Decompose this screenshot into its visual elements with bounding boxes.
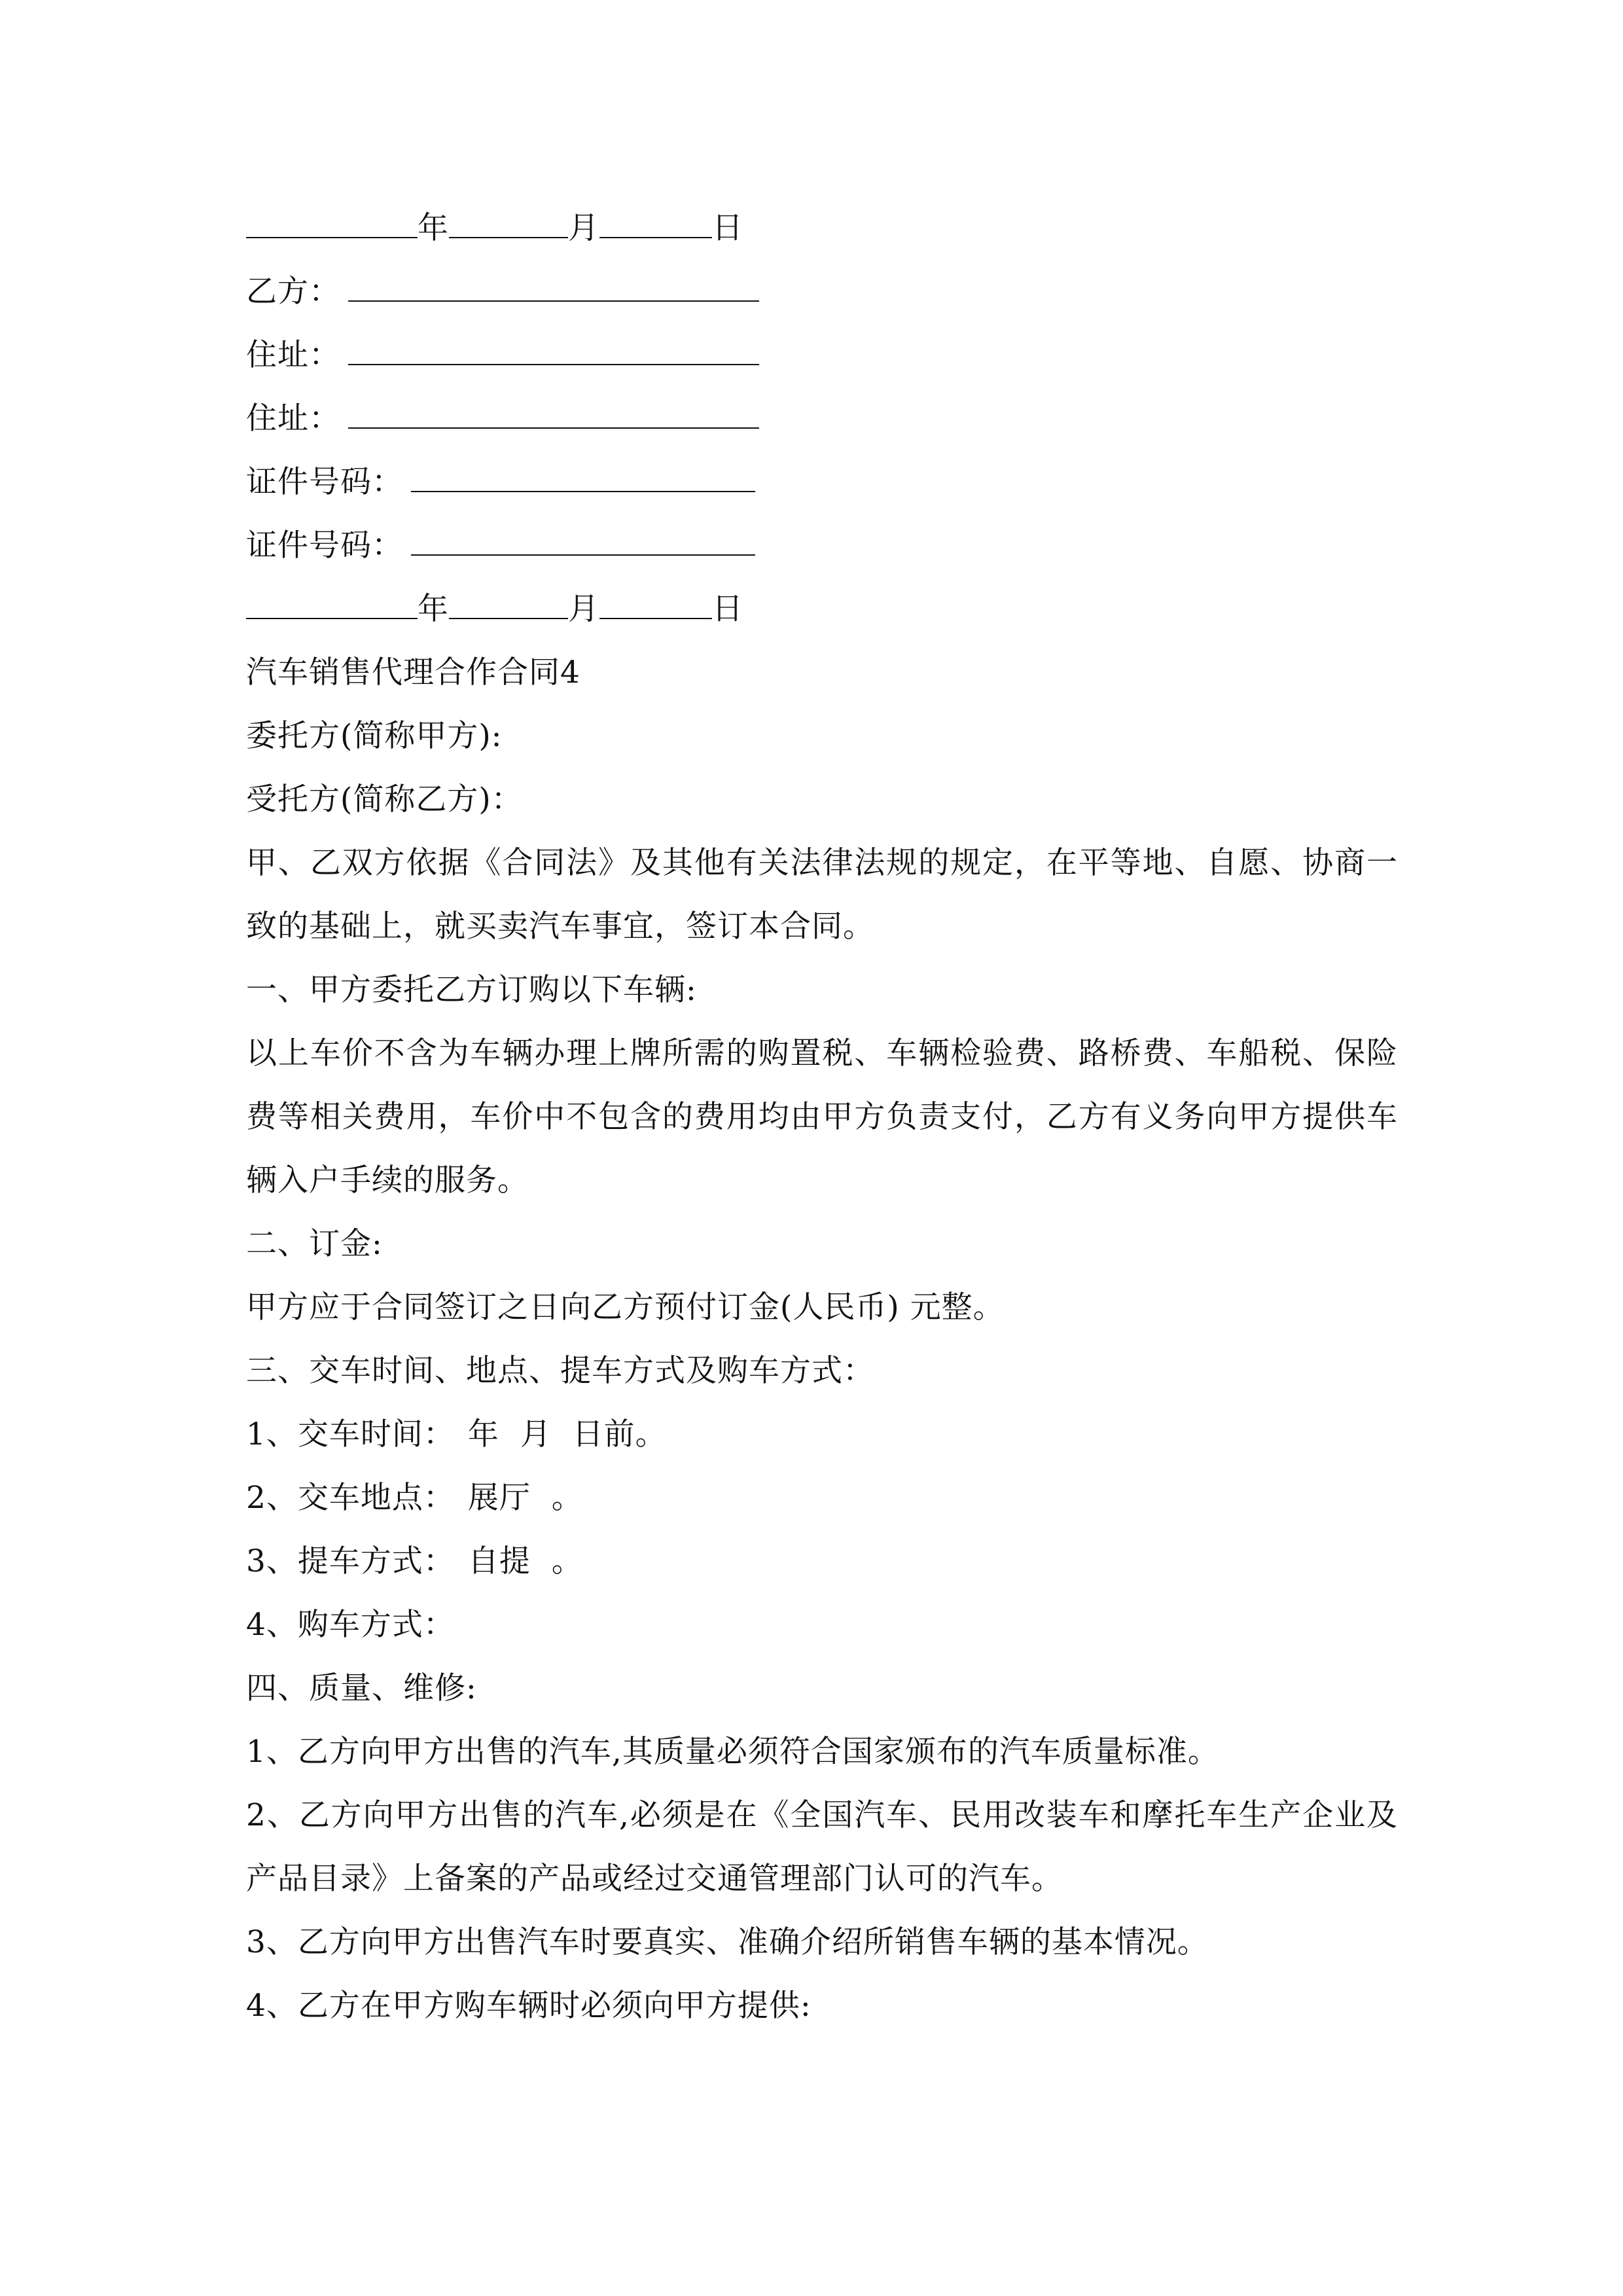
day-label-1: 日 [712,210,743,246]
section-4-item-1: 1、乙方向甲方出售的汽车,其质量必须符合国家颁布的汽车质量标准。 [246,1734,1219,1770]
date-line-2 [246,577,1398,641]
id-line-1 [246,450,1398,514]
year-label-2: 年 [418,591,449,627]
address-blank-1 [348,330,759,365]
entrusted-party: 受托方(简称乙方)： [246,781,523,817]
section-2-heading: 二、订金: [246,1226,383,1262]
section-3-item-2 [246,1466,1398,1530]
address-blank-2 [348,393,759,429]
address-line-2 [246,387,1398,450]
section-4-item-3: 3、乙方向甲方出售汽车时要真实、准确介绍所销售车辆的基本情况。 [246,1924,1209,1960]
day-blank-1 [599,203,712,238]
party-b-line [246,260,1398,323]
delivery-time-label: 1、交车时间： [246,1416,455,1452]
date-line-1 [246,196,1398,260]
section-1-heading: 一、甲方委托乙方订购以下车辆: [246,972,697,1008]
day-blank-2 [599,584,712,619]
month-blank-2 [449,584,568,619]
day-label-2: 日 [712,591,743,627]
document-page [246,196,1398,2037]
entrusting-party: 委托方(简称甲方): [246,718,503,754]
section-4-item-4: 4、乙方在甲方购车辆时必须向甲方提供: [246,1988,812,2024]
pickup-method-label: 3、提车方式： [246,1543,455,1579]
contract-title: 汽车销售代理合作合同4 [246,655,580,691]
pickup-method-value: 自提 。 [467,1543,583,1579]
party-b-label: 乙方： [246,274,340,310]
year-blank-2 [246,584,418,619]
purchase-method-label: 4、购车方式： [246,1607,455,1643]
id-line-2 [246,514,1398,577]
year-blank-1 [246,203,418,238]
section-3-item-3 [246,1530,1398,1593]
month-blank-1 [449,203,568,238]
section-3-heading: 三、交车时间、地点、提车方式及购车方式： [246,1353,874,1389]
id-label-1: 证件号码： [246,464,403,500]
address-label-1: 住址： [246,337,340,373]
id-blank-2 [411,520,755,556]
month-label-2: 月 [568,591,599,627]
section-3-item-1 [246,1403,1398,1466]
section-1-paragraph: 以上车价不含为车辆办理上牌所需的购置税、车辆检验费、路桥费、车船税、保险费等相关费用，车价中不包含的费用均由甲方负责支付，乙方有义务向甲方提供车辆入户手续的服务。 [246,1035,1398,1198]
id-label-2: 证件号码： [246,528,403,564]
address-label-2: 住址： [246,401,340,437]
delivery-place-value: 展厅 。 [467,1480,583,1516]
section-4-heading: 四、质量、维修: [246,1670,477,1706]
id-blank-1 [411,457,755,492]
delivery-place-label: 2、交车地点： [246,1480,455,1516]
delivery-time-value: 年 月 日前。 [467,1416,667,1452]
section-3-item-4 [246,1593,1398,1657]
party-b-blank [348,266,759,302]
intro-paragraph: 甲、乙双方依据《合同法》及其他有关法律法规的规定，在平等地、自愿、协商一致的基础上，就买卖汽车事宜，签订本合同。 [246,845,1398,944]
section-4-item-2: 2、乙方向甲方出售的汽车,必须是在《全国汽车、民用改装车和摩托车生产企业及产品目录》上备案的产品或经过交通管理部门认可的汽车。 [246,1797,1398,1897]
year-label-1: 年 [418,210,449,246]
section-2-text: 甲方应于合同签订之日向乙方预付订金(人民币) 元整。 [246,1289,1005,1325]
month-label-1: 月 [568,210,599,246]
address-line-1 [246,323,1398,387]
